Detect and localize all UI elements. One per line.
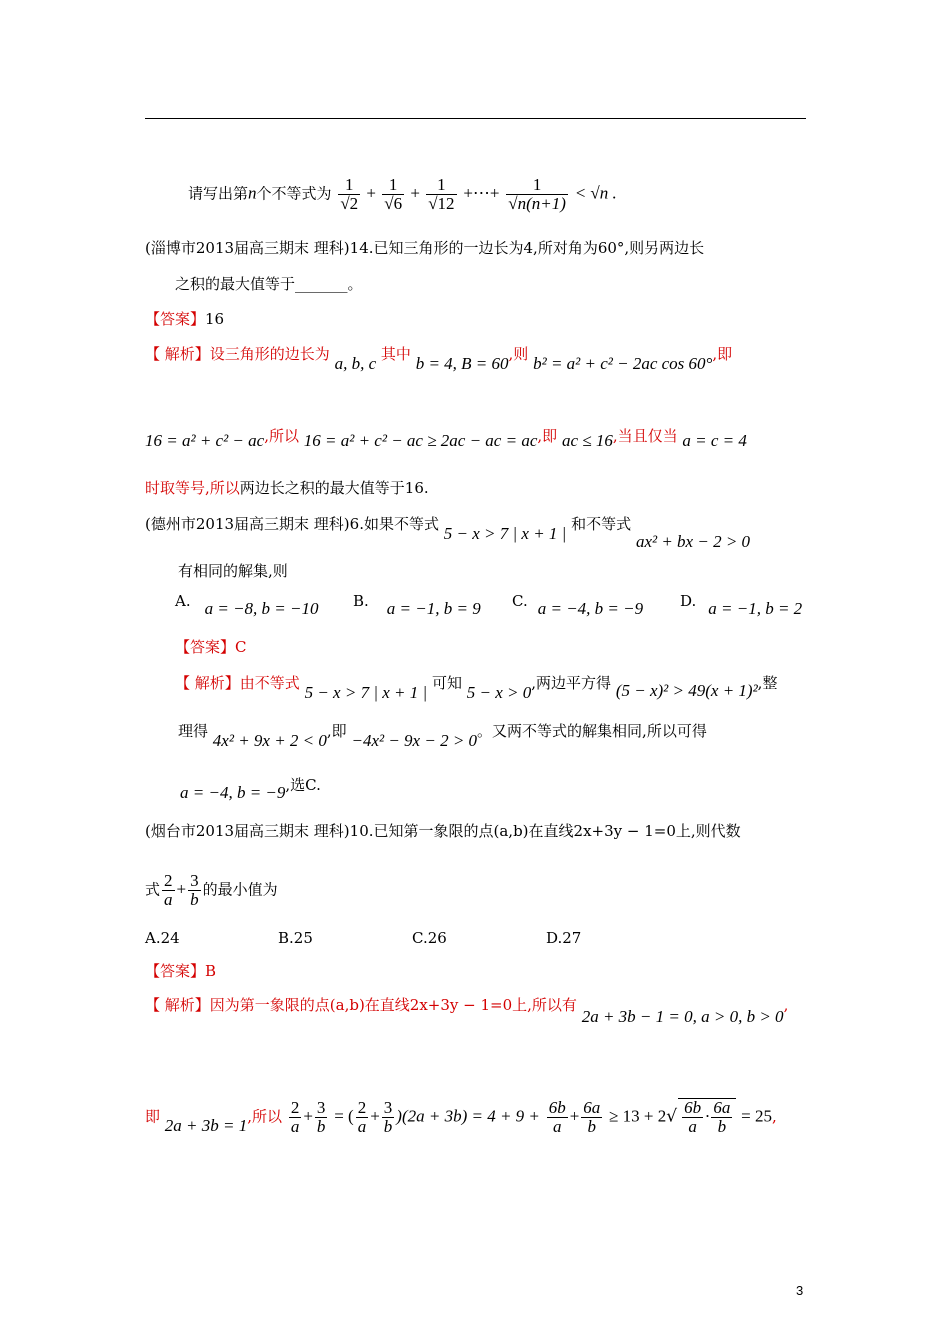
q6-stem-2: 有相同的解集,则 (178, 562, 288, 580)
q10-option-d: D.27 (546, 929, 582, 947)
sqrt-sign: √ (666, 1106, 678, 1127)
p13-frac-2: $\frac{1}{√6}$ (384, 175, 403, 213)
q6-stem: (德州市2013届高三期末 理科)6.如果不等式 5 − x > 7 | x + 1 | 和不等式 ax² + bx − 2 > 0 (145, 515, 751, 551)
q6-option-b: B. a = −1, b = 9 (353, 592, 481, 618)
p13-mid: 个不等式为 (256, 184, 332, 203)
q10-answer-value: B (205, 962, 217, 980)
q14-given: b = 4, B = 60 (415, 354, 509, 373)
q6-option-a: A. a = −8, b = −10 (175, 592, 319, 618)
q10-frac-3-b: $\frac{3}{b}$ (190, 871, 199, 909)
q10-frac-2-a: $\frac{2}{a}$ (164, 871, 173, 909)
p13-conclusion: 请写出第n个不等式为 $\frac{1}{√2}$ + $\frac{1}{√6}$ + $\frac{1}{√12}$ +⋯+ $\frac{1}{√n(n+1)}$ < √n . (188, 175, 617, 213)
q10-frac-6a-b: $\frac{6a}{b}$ (583, 1097, 601, 1136)
answer-label: 【答案】 (175, 638, 236, 656)
q10-sqrt-product: $\frac{6b}{a}$ · $\frac{6a}{b}$ (678, 1098, 736, 1136)
q10-frac-6b-a: $\frac{6b}{a}$ (548, 1097, 566, 1136)
q14-analysis-line-2: 16 = a² + c² − ac,所以 16 = a² + c² − ac ≥ 2ac − ac = ac,即 ac ≤ 16,当且仅当 a = c = 4 (145, 427, 747, 450)
q10-option-c: C.26 (412, 929, 447, 947)
q10-analysis-line-1: 【 解析】因为第一象限的点(a,b)在直线2x+3y − 1=0上,所以有 2a + 3b − 1 = 0, a > 0, b > 0, (145, 996, 789, 1026)
q10-option-a: A.24 (145, 929, 180, 947)
page-number: 3 (796, 1283, 804, 1298)
q14-answer-value: 16 (205, 310, 225, 328)
p13-dots: +⋯+ (463, 183, 500, 203)
p13-frac-1: $\frac{1}{√2}$ (340, 175, 359, 213)
analysis-label: 【 解析】 (145, 345, 210, 363)
answer-label: 【答案】 (145, 310, 206, 328)
p13-intro: 请写出第 (188, 184, 249, 203)
p13-frac-last: $\frac{1}{√n(n+1)}$ (508, 175, 566, 213)
q6-analysis-line-3: a = −4, b = −9,选C. (180, 776, 321, 802)
q10-stem-2: 式 $\frac{2}{a}$ + $\frac{3}{b}$ 的最小值为 (145, 871, 278, 909)
q14-eq-4: a = c = 4 (682, 431, 747, 450)
p13-n: n (248, 183, 257, 203)
q14-eq-3: ac ≤ 16 (561, 431, 613, 450)
q14-eq-2: 16 = a² + c² − ac ≥ 2ac − ac = ac (303, 431, 538, 450)
q10-option-b: B.25 (278, 929, 313, 947)
q6-analysis-line-1: 【 解析】由不等式 5 − x > 7 | x + 1 | 可知 5 − x > 0,两边平方得 (5 − x)² > 49(x + 1)²,整 (175, 674, 778, 702)
q14-analysis-line-1: 【 解析】设三角形的边长为 a, b, c 其中 b = 4, B = 60,则 b² = a² + c² − 2ac cos 60°,即 (145, 345, 733, 373)
q6-answer (175, 637, 247, 657)
q6-option-d: D. a = −1, b = 2 (680, 592, 803, 618)
q10-answer (145, 961, 216, 981)
q14-answer (145, 309, 224, 329)
q6-ineq-1: 5 − x > 7 | x + 1 | (443, 524, 567, 543)
q14-sides: a, b, c (334, 354, 377, 373)
q14-stem: (淄博市2013届高三期末 理科)14.已知三角形的一边长为4,所对角为60°,则另两边长 (145, 239, 705, 257)
analysis-label: 【 解析】 (175, 674, 240, 692)
q14-law-of-cosines: b² = a² + c² − 2ac cos 60° (533, 354, 713, 373)
q14-stem-2: 之积的最大值等于_______。 (175, 275, 363, 293)
answer-label: 【答案】 (145, 962, 206, 980)
analysis-label: 【 解析】 (145, 996, 210, 1014)
p13-frac-3: $\frac{1}{√12}$ (428, 175, 455, 213)
q6-ineq-2: ax² + bx − 2 > 0 (635, 532, 751, 551)
q14-analysis-line-3: 时取等号,所以两边长之积的最大值等于16. (145, 479, 429, 497)
q6-analysis-line-2: 理得 4x² + 9x + 2 < 0,即 −4x² − 9x − 2 > 0。又两不等式的解集相同,所以可得 (178, 722, 707, 750)
p13-rhs: < √n . (574, 183, 617, 203)
q6-option-c: C. a = −4, b = −9 (512, 592, 644, 618)
q14-eq-1: 16 = a² + c² − ac (145, 431, 265, 450)
header-rule (145, 118, 806, 119)
q6-answer-value: C (235, 638, 247, 656)
q10-analysis-line-2: 即 2a + 3b = 1,所以 $\frac{2}{a}$ + $\frac{3}{b}$ = ( $\frac{2}{a}$ + $\frac{3}{b}$ )(2a + 3b) = 4 + 9 + $\frac{6b}{a}$ + $\frac{6a}{b}$ ≥ 13 + 2√ $\frac{6b}{a}$ · $\frac{6a}{b}$ = 25, (145, 1097, 777, 1136)
q10-stem: (烟台市2013届高三期末 理科)10.已知第一象限的点(a,b)在直线2x+3y − 1=0上,则代数 (145, 822, 741, 840)
